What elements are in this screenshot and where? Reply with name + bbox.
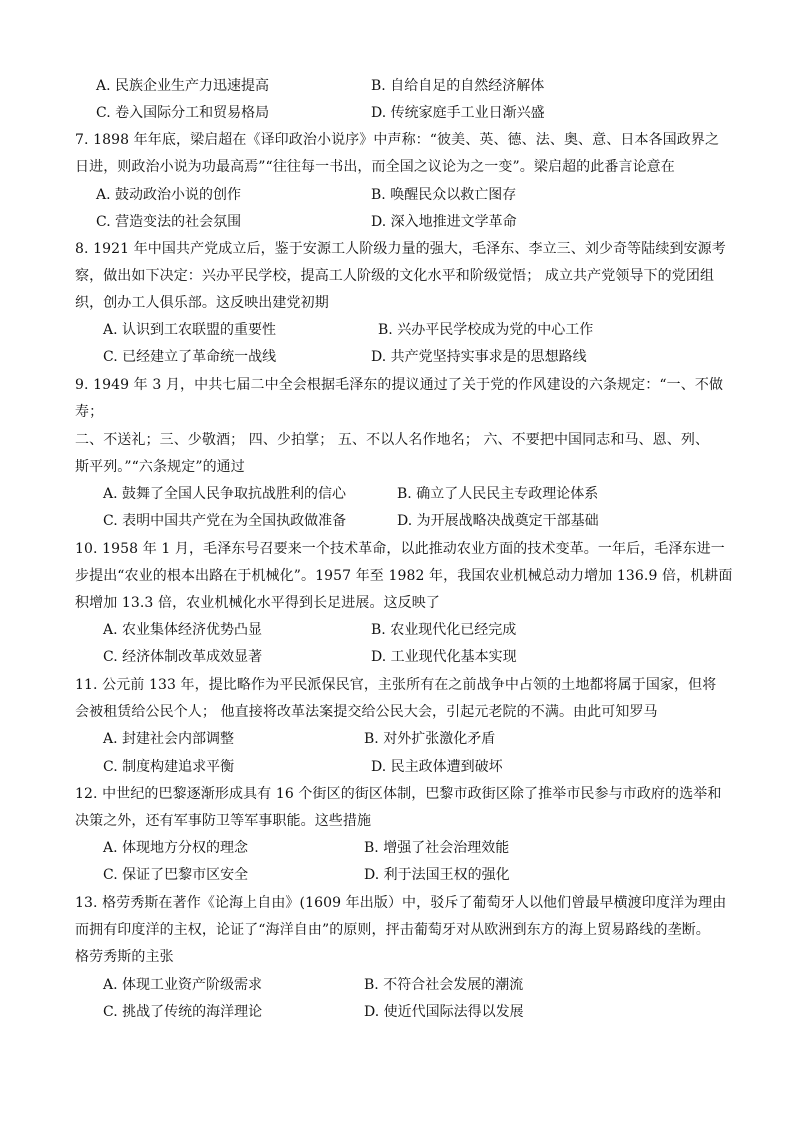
q6-option-b: B. 自给自足的自然经济解体 (371, 78, 545, 94)
q11-option-d: D. 民主政体遭到破坏 (371, 759, 503, 775)
q12-option-a: A. 体现地方分权的理念 (103, 840, 249, 856)
q11-stem-line-2: 会被租赁给公民个人； 他直接将改革法案提交给公民大会，引起元老院的不满。由此可知罗马 (75, 704, 658, 720)
q9-stem-line-2: 寿； (75, 404, 104, 420)
q13-option-c: C. 挑战了传统的海洋理论 (103, 1004, 263, 1020)
q13-option-d: D. 使近代国际法得以发展 (364, 1004, 524, 1020)
q10-option-d: D. 工业现代化基本实现 (371, 649, 517, 665)
q10-option-c: C. 经济体制改革成效显著 (103, 649, 263, 665)
q13-stem-line-1: 13. 格劳秀斯在著作《论海上自由》(1609 年出版）中，驳斥了葡萄牙人以他们曾最早横渡印度洋为理由 (75, 895, 727, 911)
q8-option-b: B. 兴办平民学校成为党的中心工作 (378, 322, 594, 338)
q12-stem-line-2: 决策之外，还有军事防卫等军事职能。这些措施 (75, 813, 372, 829)
q8-option-a: A. 认识到工农联盟的重要性 (103, 322, 277, 338)
q12-stem-line-1: 12. 中世纪的巴黎逐渐形成具有 16 个街区的街区体制，巴黎市政街区除了推举市民参与市政府的选举和 (75, 786, 722, 802)
q7-option-a: A. 鼓动政治小说的创作 (96, 187, 242, 203)
q6-option-d: D. 传统家庭手工业日渐兴盛 (371, 105, 545, 121)
q13-option-a: A. 体现工业资产阶级需求 (103, 977, 263, 993)
q7-option-d: D. 深入地推进文学革命 (371, 214, 517, 230)
q11-stem-line-1: 11. 公元前 133 年，提比略作为平民派保民官，主张所有在之前战争中占领的土地都将属于国家，但将 (75, 677, 717, 693)
q10-stem-line-1: 10. 1958 年 1 月，毛泽东号召要来一个技术革命，以此推动农业方面的技术变革。一年后，毛泽东进一 (75, 541, 725, 557)
q7-stem-line-2: 日进，则政治小说为功最高焉”“往往每一书出，而全国之议论为之一变”。梁启超的此番言论意在 (75, 159, 675, 175)
q11-option-a: A. 封建社会内部调整 (103, 731, 235, 747)
q9-stem-line-3: 二、不送礼；三、少敬酒； 四、少拍掌； 五、不以人名作地名； 六、不要把中国同志和马、恩、列、 (75, 432, 710, 448)
q9-option-b: B. 确立了人民民主专政理论体系 (397, 486, 599, 502)
q12-option-d: D. 利于法国王权的强化 (364, 867, 510, 883)
q6-option-a: A. 民族企业生产力迅速提高 (96, 78, 270, 94)
q8-option-c: C. 已经建立了革命统一战线 (103, 349, 277, 365)
q6-option-c: C. 卷入国际分工和贸易格局 (96, 105, 270, 121)
q13-option-b: B. 不符合社会发展的潮流 (364, 977, 524, 993)
q8-stem-line-3: 织，创办工人俱乐部。这反映出建党初期 (75, 295, 329, 311)
q9-option-d: D. 为开展战略决战奠定干部基础 (397, 513, 599, 529)
q10-option-a: A. 农业集体经济优势凸显 (103, 622, 263, 638)
q10-stem-line-2: 步提出“农业的根本出路在于机械化”。1957 年至 1982 年，我国农业机械总动力增加 136.9 倍，机耕面 (75, 568, 733, 584)
q13-stem-line-2: 而拥有印度洋的主权，论证了“海洋自由”的原则，抨击葡萄牙对从欧洲到东方的海上贸易路线的垄断。 (75, 922, 710, 938)
q9-stem-line-4: 斯平列。”“六条规定”的通过 (75, 459, 245, 475)
q7-option-b: B. 唤醒民众以救亡图存 (371, 187, 517, 203)
q12-option-c: C. 保证了巴黎市区安全 (103, 867, 249, 883)
q9-option-c: C. 表明中国共产党在为全国执政做准备 (103, 513, 347, 529)
q9-option-a: A. 鼓舞了全国人民争取抗战胜利的信心 (103, 486, 347, 502)
q8-option-d: D. 共产党坚持实事求是的思想路线 (371, 349, 587, 365)
q11-option-c: C. 制度构建追求平衡 (103, 759, 235, 775)
q10-option-b: B. 农业现代化已经完成 (371, 622, 517, 638)
q8-stem-line-2: 察，做出如下决定：兴办平民学校，提高工人阶级的文化水平和阶级觉悟； 成立共产党领导下的党团组 (75, 268, 715, 284)
q9-stem-line-1: 9. 1949 年 3 月，中共七届二中全会根据毛泽东的提议通过了关于党的作风建设的六条规定：“一、不做 (75, 377, 724, 393)
q13-stem-line-3: 格劳秀斯的主张 (75, 949, 174, 965)
q8-stem-line-1: 8. 1921 年中国共产党成立后，鉴于安源工人阶级力量的强大，毛泽东、李立三、刘少奇等陆续到安源考 (75, 241, 726, 257)
q7-stem-line-1: 7. 1898 年年底，梁启超在《译印政治小说序》中声称：“彼美、英、德、法、奥、意、日本各国政界之 (75, 132, 720, 148)
q7-option-c: C. 营造变法的社会氛围 (96, 214, 242, 230)
q10-stem-line-3: 积增加 13.3 倍，农业机械化水平得到长足进展。这反映了 (75, 595, 440, 611)
q11-option-b: B. 对外扩张激化矛盾 (364, 731, 496, 747)
q12-option-b: B. 增强了社会治理效能 (364, 840, 510, 856)
